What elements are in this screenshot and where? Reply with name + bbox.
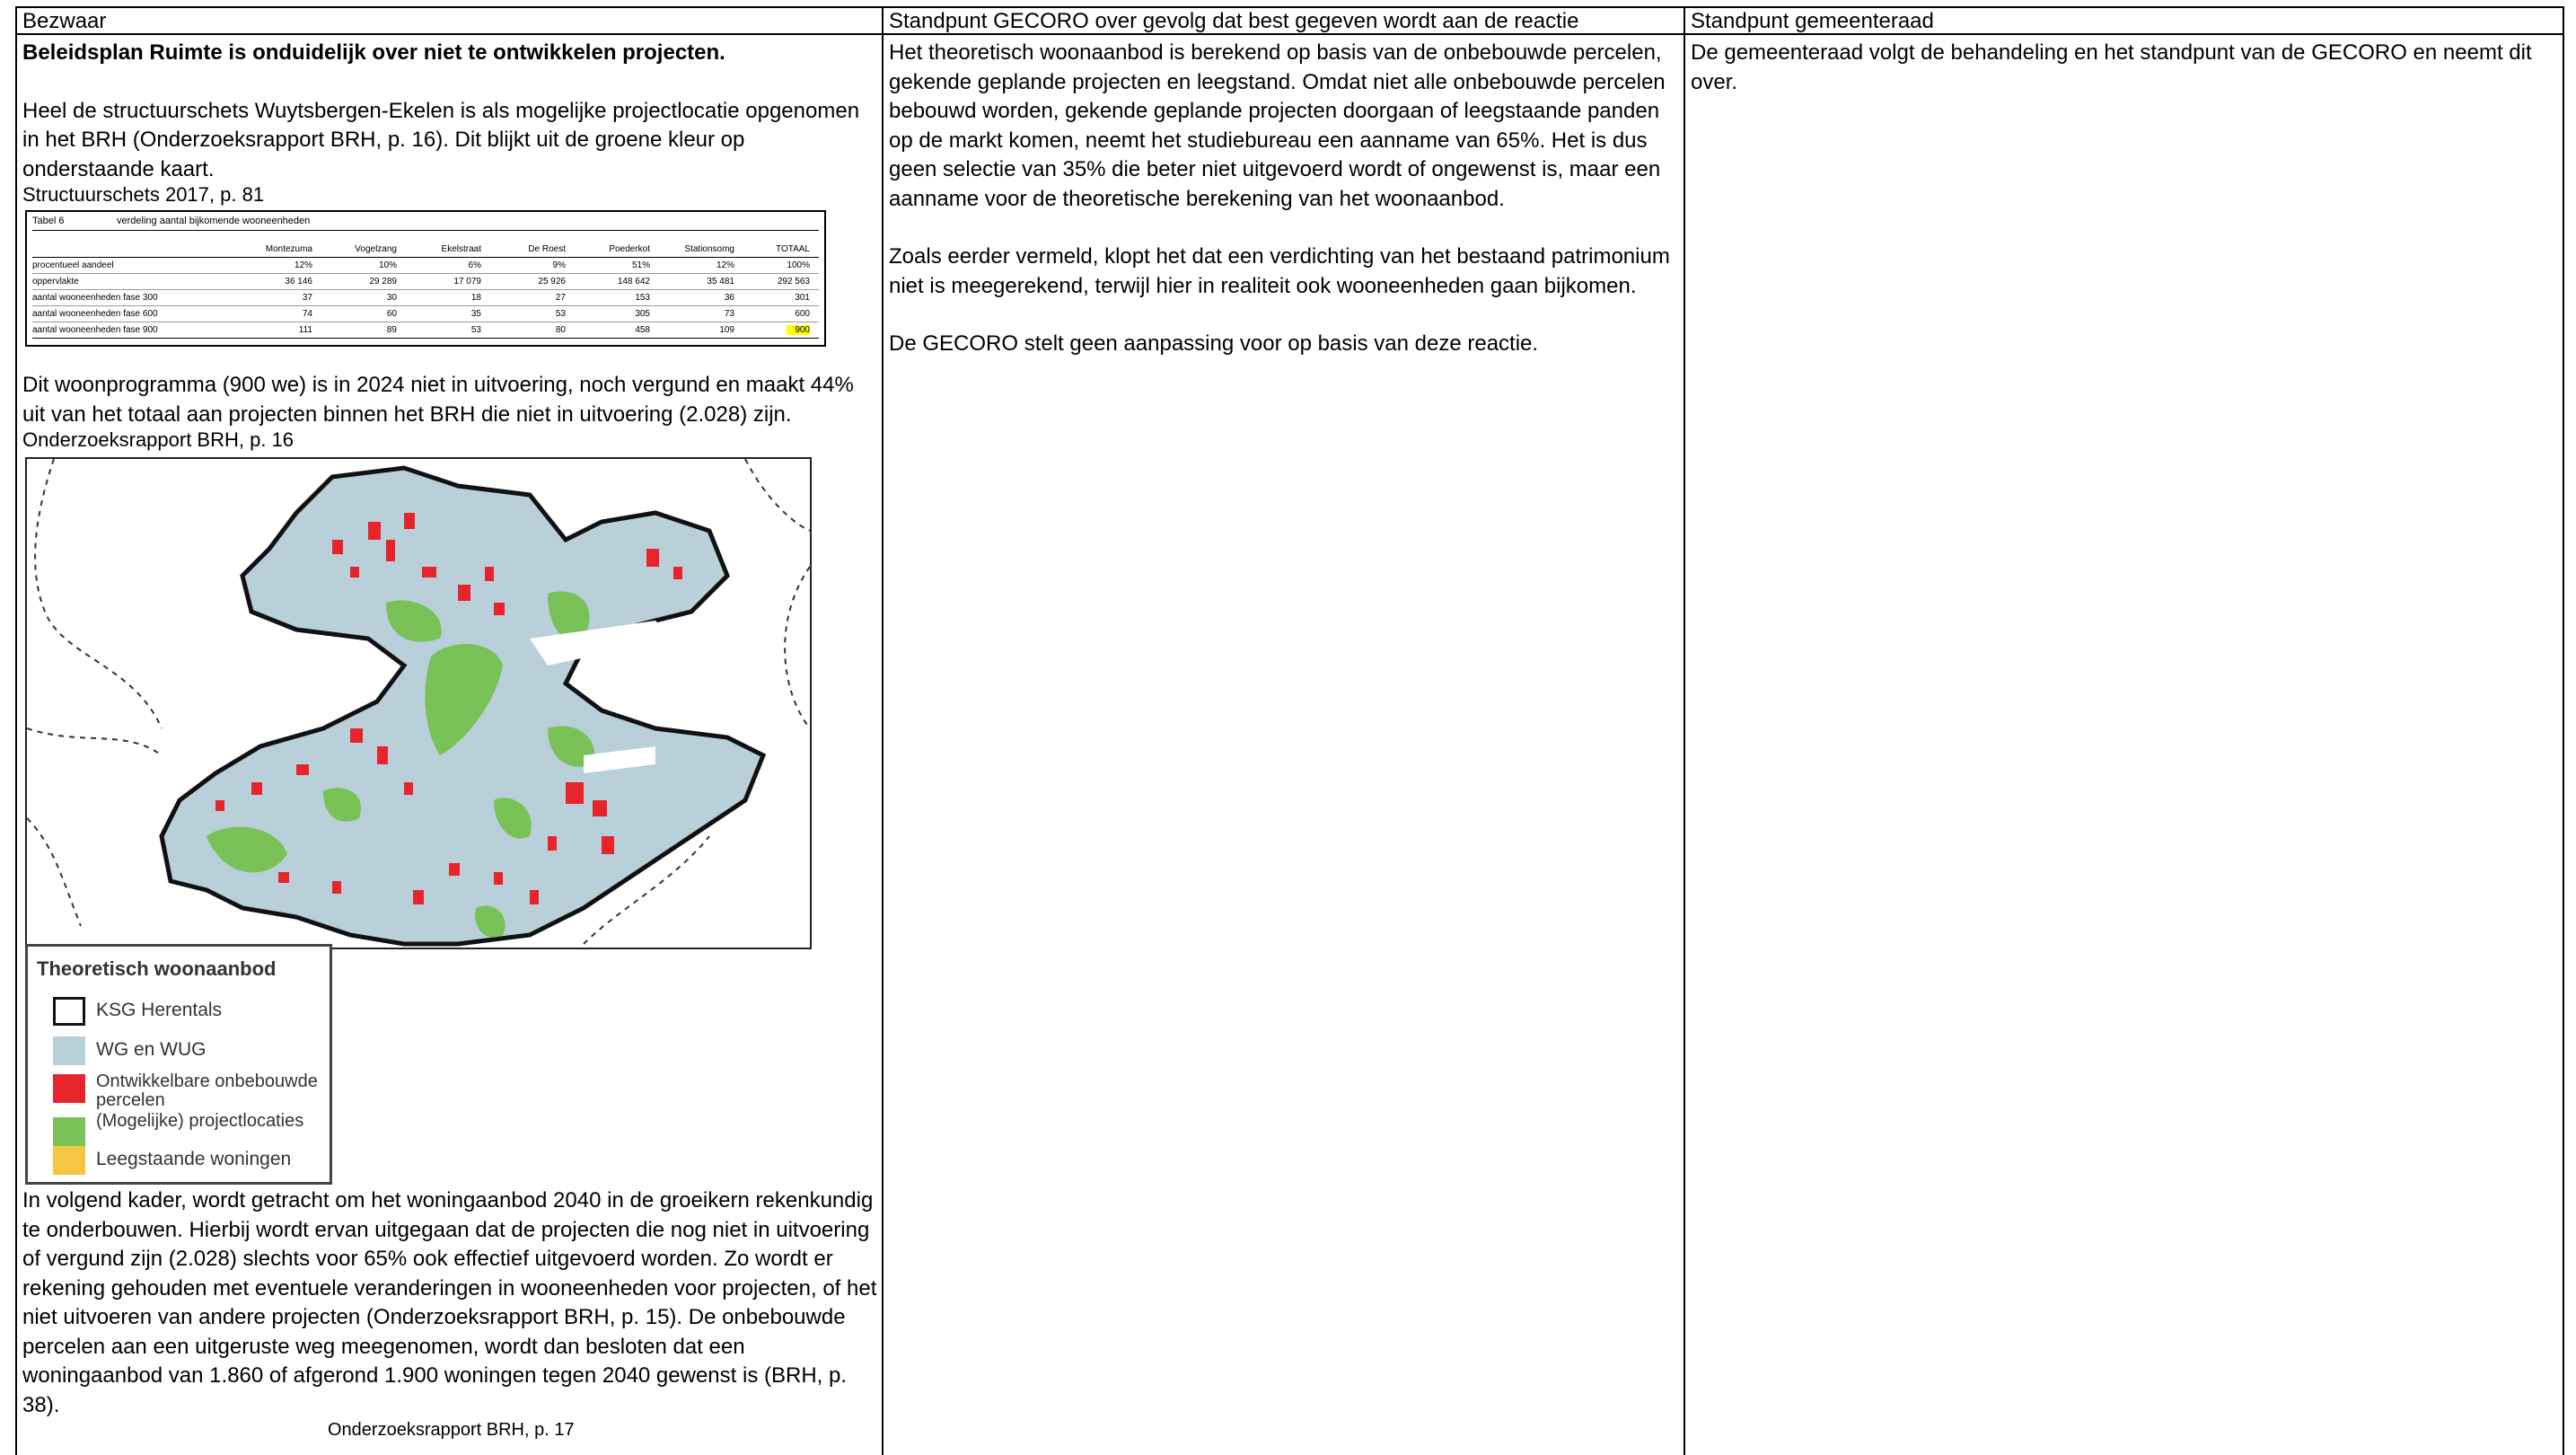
bezwaar-cell-bottom	[17, 1186, 879, 1440]
table-column-header: De Roest	[528, 244, 566, 254]
legend-title: Theoretisch woonaanbod	[37, 957, 277, 980]
table-cell: 12%	[716, 260, 734, 270]
column-divider	[1684, 8, 1685, 1455]
map-legend	[25, 944, 332, 1185]
table-cell: 60	[386, 309, 397, 319]
legend-swatch	[53, 1036, 85, 1065]
bezwaar-cell-middle	[17, 371, 879, 451]
legend-label: Ontwikkelbare onbebouwde percelen	[96, 1071, 318, 1110]
table-cell: 305	[635, 309, 650, 319]
map-graphic	[27, 459, 810, 948]
map-image-brh	[25, 457, 812, 949]
gecoro-paragraph-2: Zoals eerder vermeld, klopt het dat een verdichting van het bestaand patrimonium niet is meegerekend, terwijl hier in realiteit ook wooneenheden gaan bijkomen.	[889, 244, 1670, 298]
table-column-header: Vogelzang	[355, 244, 397, 254]
table-cell: 36 146	[285, 277, 312, 287]
table-column-header: TOTAAL	[776, 244, 810, 254]
table-cell: 12%	[294, 260, 312, 270]
table-cell: 29 289	[369, 277, 397, 287]
table-label: Tabel 6	[32, 216, 65, 226]
header-gemeenteraad: Standpunt gemeenteraad	[1685, 8, 2563, 35]
table-cell: 74	[302, 309, 312, 319]
table-cell-highlighted: 900	[787, 325, 810, 335]
table-cell: 37	[302, 293, 312, 303]
table-cell: 53	[470, 325, 481, 335]
table-column-header: Poederkot	[609, 244, 650, 254]
legend-swatch	[53, 1074, 85, 1103]
table-cell: 30	[386, 293, 397, 303]
table-cell: 51%	[631, 260, 650, 270]
legend-swatch	[53, 1117, 85, 1146]
table-rule	[32, 273, 819, 274]
table-image-structuurschets	[25, 210, 826, 347]
table-row-label: aantal wooneenheden fase 600	[32, 309, 158, 319]
bezwaar-paragraph-3: In volgend kader, wordt getracht om het woningaanbod 2040 in de groeikern rekenkundig te onderbouwen. Hierbij wordt ervan uitgegaan dat de projecten die nog niet in uitvoering of vergund zijn (2.028) slechts voor 65% ook effectief uitgevoerd worden. Zo wordt er rekening gehouden met eventuele veranderingen in wooneenheden voor projecten, of het niet uitvoeren van andere projecten (Onderzoeksrapport BRH, p. 15). De onbebouwde percelen aan een uitgeruste weg meegenomen, wordt dan besloten dat een woningaanbod van 1.860 of afgerond 1.900 woningen tegen 2040 gewenst is (BRH, p. 38).	[22, 1188, 877, 1417]
table-row-label: procentueel aandeel	[32, 260, 114, 270]
legend-swatch	[53, 1146, 85, 1175]
table-cell: 17 079	[453, 277, 481, 287]
table-cell: 27	[555, 293, 566, 303]
table-cell: 6%	[468, 260, 481, 270]
table-cell: 292 563	[777, 277, 810, 287]
legend-label: (Mogelijke) projectlocaties	[96, 1111, 304, 1131]
table-cell: 9%	[552, 260, 566, 270]
legend-label: KSG Herentals	[96, 1000, 223, 1020]
table-cell: 73	[724, 309, 734, 319]
table-cell: 36	[724, 293, 734, 303]
table-rule	[32, 257, 819, 258]
legend-label: WG en WUG	[96, 1039, 207, 1060]
table-cell: 111	[298, 325, 312, 335]
gecoro-paragraph-3: De GECORO stelt geen aanpassing voor op basis van deze reactie.	[889, 331, 1539, 356]
table-cell: 35	[470, 309, 481, 319]
header-gecoro: Standpunt GECORO over gevolg dat best gegeven wordt aan de reactie	[884, 8, 1685, 35]
bezwaar-reference-2: Onderzoeksrapport BRH, p. 16	[22, 428, 295, 451]
table-cell: 458	[635, 325, 650, 335]
gecoro-cell	[884, 39, 1678, 359]
table-cell: 109	[719, 325, 734, 335]
table-cell: 35 481	[707, 277, 734, 287]
bezwaar-cell	[17, 39, 879, 206]
header-bezwaar: Bezwaar	[17, 8, 884, 35]
bezwaar-reference-1: Structuurschets 2017, p. 81	[22, 183, 265, 206]
legend-swatch	[53, 997, 85, 1026]
table-rule	[32, 230, 819, 231]
bezwaar-paragraph-1: Heel de structuurschets Wuytsbergen-Ekelen is als mogelijke projectlocatie opgenomen in het BRH (Onderzoeksrapport BRH, p. 16). Dit blijkt uit de groene kleur op onderstaande kaart.	[22, 98, 860, 181]
table-cell: 10%	[378, 260, 397, 270]
legend-label: Leegstaande woningen	[96, 1149, 292, 1169]
bezwaar-paragraph-2: Dit woonprogramma (900 we) is in 2024 niet in uitvoering, noch vergund en maakt 44% uit van het totaal aan projecten binnen het BRH die niet in uitvoering (2.028) zijn.	[22, 373, 854, 427]
table-caption: verdeling aantal bijkomende wooneenheden	[117, 216, 311, 226]
bezwaar-title: Beleidsplan Ruimte is onduidelijk over niet te ontwikkelen projecten.	[22, 40, 725, 65]
table-cell: 301	[795, 293, 810, 303]
table-column-header: Montezuma	[265, 244, 312, 254]
table-row-label: aantal wooneenheden fase 300	[32, 293, 158, 303]
table-rule	[32, 305, 819, 306]
bezwaar-reference-3: Onderzoeksrapport BRH, p. 17	[328, 1420, 575, 1440]
table-row-label: oppervlakte	[32, 277, 79, 287]
table-cell: 89	[386, 325, 397, 335]
table-cell: 53	[555, 309, 566, 319]
table-cell: 100%	[787, 260, 810, 270]
table-rule	[32, 338, 819, 339]
table-rule	[32, 289, 819, 290]
gemeenteraad-cell	[1685, 39, 2558, 97]
table-cell: 600	[795, 309, 810, 319]
table-cell: 153	[635, 293, 650, 303]
table-cell: 25 926	[538, 277, 566, 287]
table-column-header: Ekelstraat	[441, 244, 481, 254]
table-column-header: Stationsomg	[684, 244, 734, 254]
table-row-label: aantal wooneenheden fase 900	[32, 325, 158, 335]
table-cell: 80	[555, 325, 566, 335]
table-cell: 148 642	[617, 277, 650, 287]
gecoro-paragraph-1: Het theoretisch woonaanbod is berekend op basis van de onbebouwde percelen, gekende geplande projecten en leegstand. Omdat niet alle onbebouwde percelen bebouwd worden, gekende geplande projecten doorgaan of leegstaande panden op de markt komen, neemt het studiebureau een aanname van 65%. Het is dus geen selectie van 35% die beter niet uitgevoerd wordt of ongewenst is, maar een aanname voor de theoretische berekening van het woonaanbod.	[889, 40, 1666, 211]
gemeenteraad-paragraph-1: De gemeenteraad volgt de behandeling en het standpunt van de GECORO en neemt dit over.	[1691, 40, 2532, 94]
table-cell: 18	[470, 293, 481, 303]
document-table	[15, 6, 2564, 1455]
